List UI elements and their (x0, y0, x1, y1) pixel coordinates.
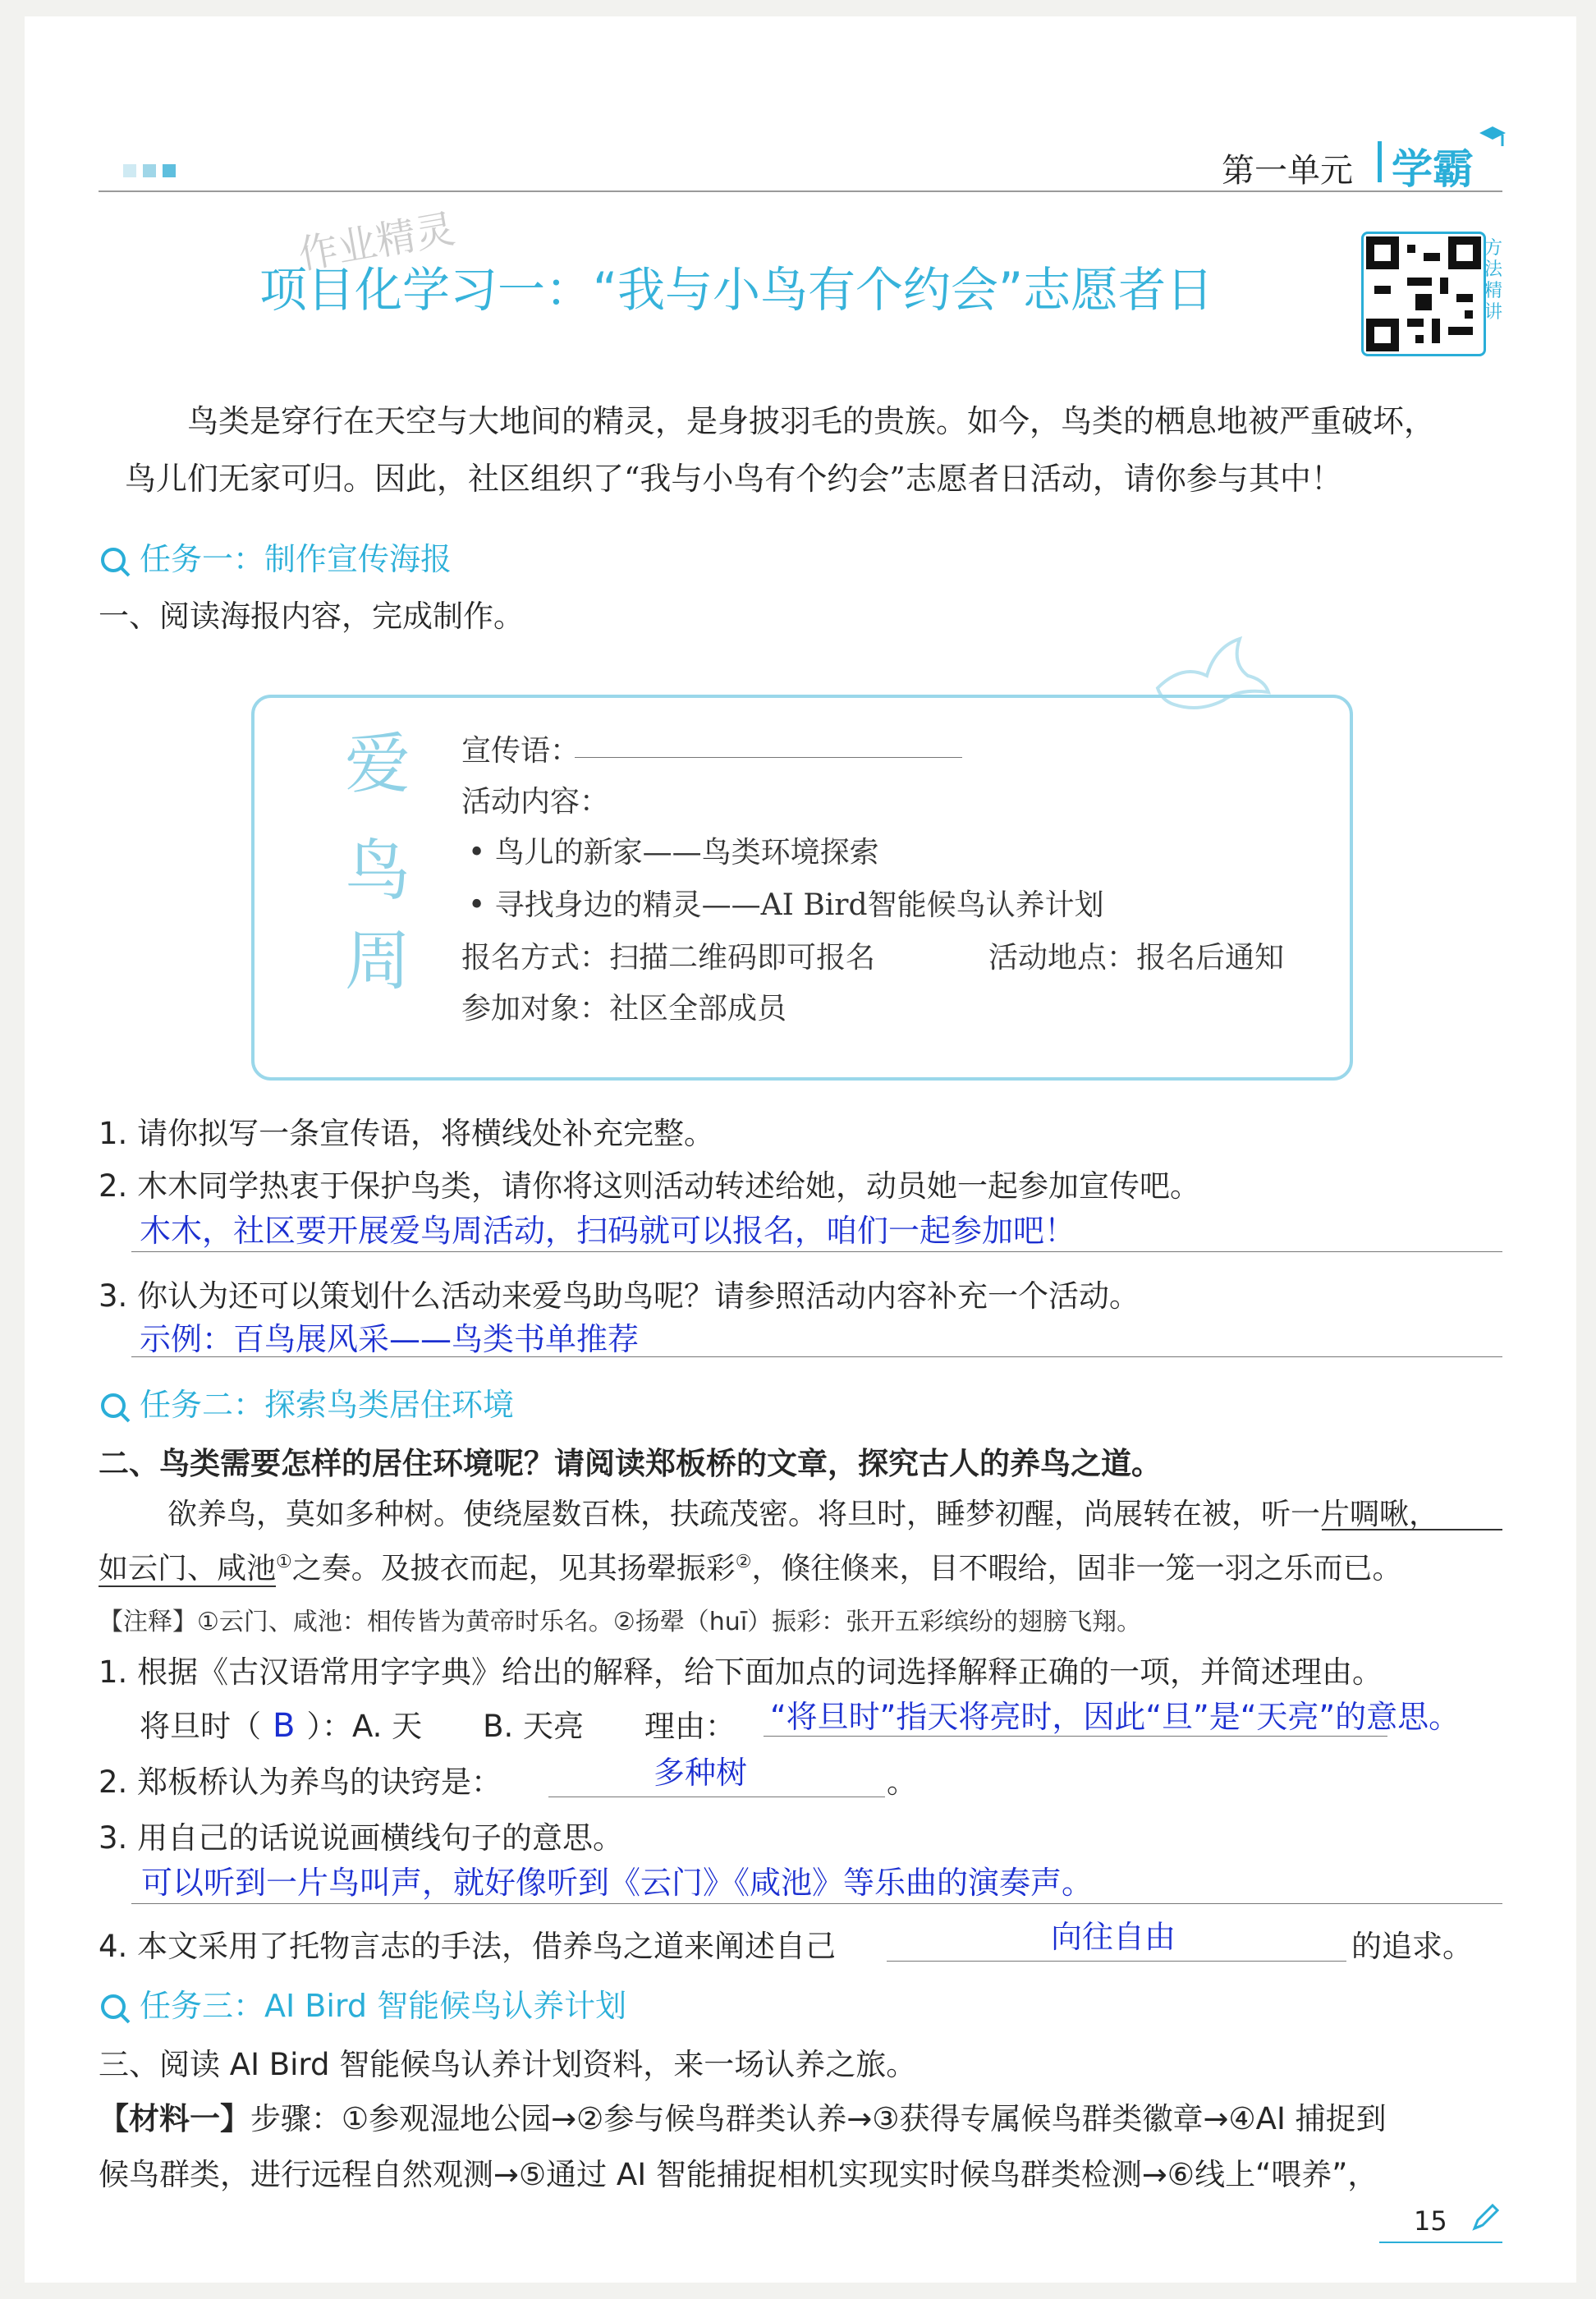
note-ref-2: ② (735, 1552, 752, 1572)
magnifier-icon (99, 545, 131, 578)
task2-heading-text: 任务二：探索鸟类居住环境 (140, 1387, 515, 1423)
passage-part-c: ，倏往倏来，目不暇给，固非一笼一羽之乐而已。 (751, 1552, 1402, 1585)
q4-answer: 向往自由 (1051, 1919, 1176, 1955)
intro-line-2: 鸟儿们无家可归。因此，社区组织了“我与小鸟有个约会”志愿者日活动，请你参与其中！ (125, 461, 1342, 497)
header-divider (1378, 141, 1382, 182)
qr-code (1361, 232, 1486, 356)
passage-part-a: 如云门、咸池 (99, 1552, 277, 1585)
task1-answer-2: 木木，社区要开展爱鸟周活动，扫码就可以报名，咱们一起参加吧！ (140, 1213, 1076, 1249)
answer-line-q3 (131, 1903, 1502, 1904)
poster-audience: 参加对象：社区全部成员 (461, 992, 787, 1026)
q1-answer: B (273, 1707, 296, 1745)
passage-underline-1 (1322, 1529, 1502, 1530)
task1-answer-3: 示例：百鸟展风采——鸟类书单推荐 (140, 1321, 640, 1357)
page-number: 15 (1414, 2205, 1447, 2237)
page-title: 项目化学习一：“我与小鸟有个约会”志愿者日 (259, 262, 1214, 318)
slogan-blank[interactable] (575, 757, 962, 758)
task2-section: 二、鸟类需要怎样的居住环境呢？请阅读郑板桥的文章，探究古人的养鸟之道。 (99, 1446, 1162, 1481)
task2-note: 【注释】①云门、咸池：相传皆为黄帝时乐名。②扬翚（huī）振彩：张开五彩缤纷的翅膀飞翔。 (99, 1608, 1142, 1636)
poster-side-char-1: 爱 (345, 726, 410, 802)
q1-options: ）：A. 天 B. 天亮 理由： (306, 1709, 736, 1744)
q4-end: 的追求。 (1351, 1929, 1473, 1964)
graduation-cap-icon (1478, 125, 1507, 153)
poster-side-char-2: 鸟 (345, 833, 410, 909)
task3-section: 三、阅读 AI Bird 智能候鸟认养计划资料，来一场认养之旅。 (99, 2047, 917, 2082)
task2-q4: 4. 本文采用了托物言志的手法，借养鸟之道来阐述自己 (99, 1929, 837, 1964)
task2-q2: 2. 郑板桥认为养鸟的诀窍是： (99, 1764, 502, 1800)
task1-heading-text: 任务一：制作宣传海报 (140, 541, 452, 577)
brand-logo: 学霸 (1392, 145, 1474, 193)
task3-heading-text: 任务三：AI Bird 智能候鸟认养计划 (140, 1988, 627, 2024)
footer-rule (1379, 2242, 1502, 2243)
q2-answer: 多种树 (654, 1755, 748, 1791)
task1-heading (99, 534, 452, 579)
intro-line-1: 鸟类是穿行在天空与大地间的精灵，是身披羽毛的贵族。如今，鸟类的栖息地被严重破坏， (187, 403, 1436, 439)
answer-line-3 (131, 1356, 1502, 1357)
task2-answer-3: 可以听到一片鸟叫声，就好像听到《云门》《咸池》等乐曲的演奏声。 (141, 1865, 1094, 1901)
task3-heading (99, 1980, 626, 2026)
task2-q1-line (140, 1701, 736, 1746)
header-dots (123, 164, 176, 181)
qr-side-text: 方法精讲 (1484, 238, 1503, 323)
q4-answer-line (887, 1961, 1346, 1962)
q1-reason: “将旦时”指天将亮时，因此“旦”是“天亮”的意思。 (770, 1699, 1461, 1735)
answer-line-2 (131, 1251, 1502, 1252)
task1-q3: 3. 你认为还可以策划什么活动来爱鸟助鸟呢？请参照活动内容补充一个活动。 (99, 1278, 1140, 1314)
magnifier-icon (99, 1391, 131, 1424)
material-1-line-1 (99, 2094, 1387, 2138)
task1-section: 一、阅读海报内容，完成制作。 (99, 599, 524, 634)
passage-part-b: 之奏。及披衣而起，见其扬翚振彩 (291, 1552, 736, 1585)
poster-item-2: • 寻找身边的精灵——AI Bird智能候鸟认养计划 (468, 888, 1104, 922)
q2-end: 。 (887, 1764, 917, 1800)
poster-content-label: 活动内容： (461, 785, 610, 819)
unit-label: 第一单元 (1222, 152, 1353, 190)
poster-slogan-label: 宣传语： (461, 734, 580, 768)
material-label: 【材料一】 (99, 2101, 250, 2136)
magnifier-icon (99, 1992, 131, 2025)
task1-q1: 1. 请你拟写一条宣传语，将横线处补充完整。 (99, 1116, 715, 1151)
poster-side-char-3: 周 (345, 923, 410, 999)
poster-signup: 报名方式：扫描二维码即可报名 (461, 941, 876, 975)
task2-q3: 3. 用自己的话说说画横线句子的意思。 (99, 1820, 624, 1856)
poster-item-1: • 鸟儿的新家——鸟类环境探索 (468, 836, 879, 870)
note-ref-1: ① (276, 1552, 292, 1572)
passage-line-2 (99, 1545, 1402, 1587)
watermark: 作业精灵 (295, 205, 459, 279)
task2-q1: 1. 根据《古汉语常用字字典》给出的解释，给下面加点的词选择解释正确的一项，并简述理由。 (99, 1654, 1383, 1690)
passage-line-1: 欲养鸟，莫如多种树。使绕屋数百株，扶疏茂密。将旦时，睡梦初醒，尚展转在被，听一片啁啾， (167, 1498, 1439, 1531)
task1-q2: 2. 木木同学热衷于保护鸟类，请你将这则活动转述给她，动员她一起参加宣传吧。 (99, 1168, 1201, 1204)
reason-line (764, 1736, 1387, 1737)
task2-heading (99, 1379, 514, 1425)
poster-location: 活动地点：报名后通知 (988, 941, 1285, 975)
pencil-icon (1470, 2200, 1502, 2237)
material-1-line-2: 候鸟群类，进行远程自然观测→⑤通过 AI 智能捕捉相机实现实时候鸟群类检测→⑥线上“喂养”， (99, 2157, 1378, 2192)
q1-word: 将旦时（ (140, 1709, 261, 1744)
material-text-1: 步骤：①参观湿地公园→②参与候鸟群类认养→③获得专属候鸟群类徽章→④AI 捕捉到 (250, 2101, 1387, 2136)
